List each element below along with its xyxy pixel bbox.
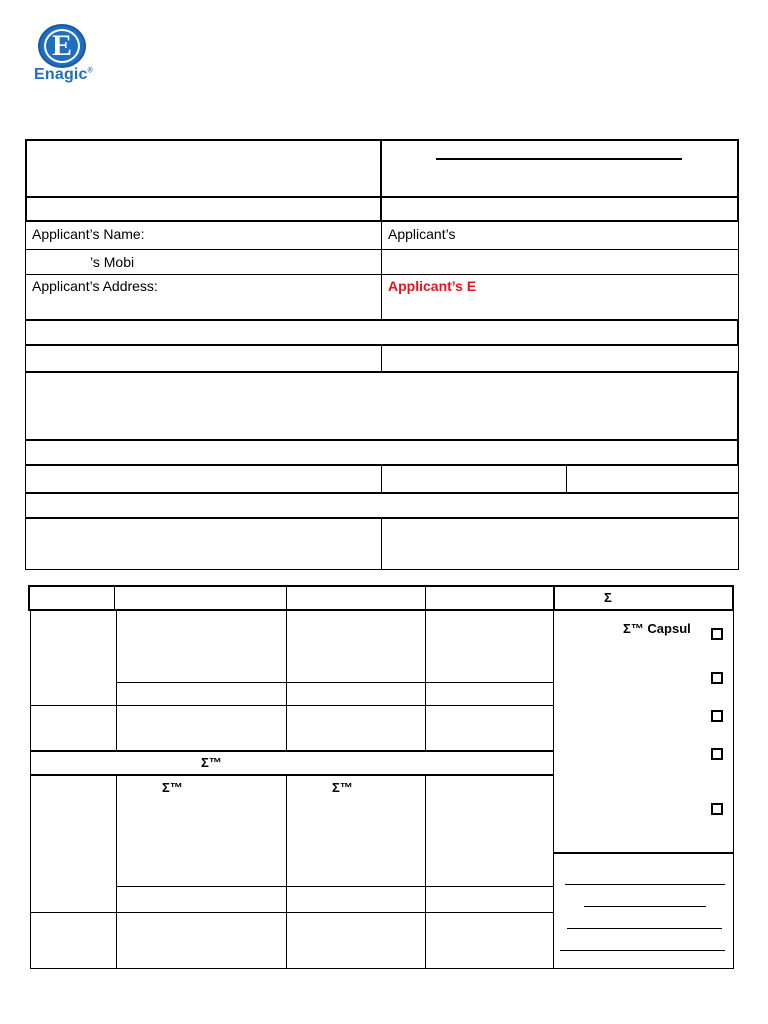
- sigma-tm-row-label: Σ™: [201, 755, 222, 770]
- capsule-label: Σ™ Capsul: [623, 621, 691, 636]
- option-checkbox-2[interactable]: [711, 672, 723, 684]
- registered-mark: ®: [87, 67, 94, 75]
- option-checkbox-3[interactable]: [711, 710, 723, 722]
- option-checkbox-5[interactable]: [711, 803, 723, 815]
- brand-name: Enagic: [34, 66, 88, 83]
- sigma-tm-col1-label: Σ™: [162, 780, 183, 795]
- sigma-tm-col2-label: Σ™: [332, 780, 353, 795]
- enagic-logo-letter: E: [51, 29, 72, 62]
- option-checkbox-1[interactable]: [711, 628, 723, 640]
- option-checkbox-4[interactable]: [711, 748, 723, 760]
- enagic-logo-text: [34, 66, 93, 84]
- signature-line: [436, 158, 682, 160]
- applicant-email-label: Applicant’s E: [388, 278, 477, 294]
- sigma-header: Σ: [604, 590, 612, 605]
- applicant-label: Applicant’s: [388, 226, 456, 242]
- applicant-name-label: Applicant’s Name:: [32, 226, 145, 242]
- applicant-mobile-label: ’s Mobi: [90, 254, 135, 270]
- applicant-address-label: Applicant’s Address:: [32, 278, 158, 294]
